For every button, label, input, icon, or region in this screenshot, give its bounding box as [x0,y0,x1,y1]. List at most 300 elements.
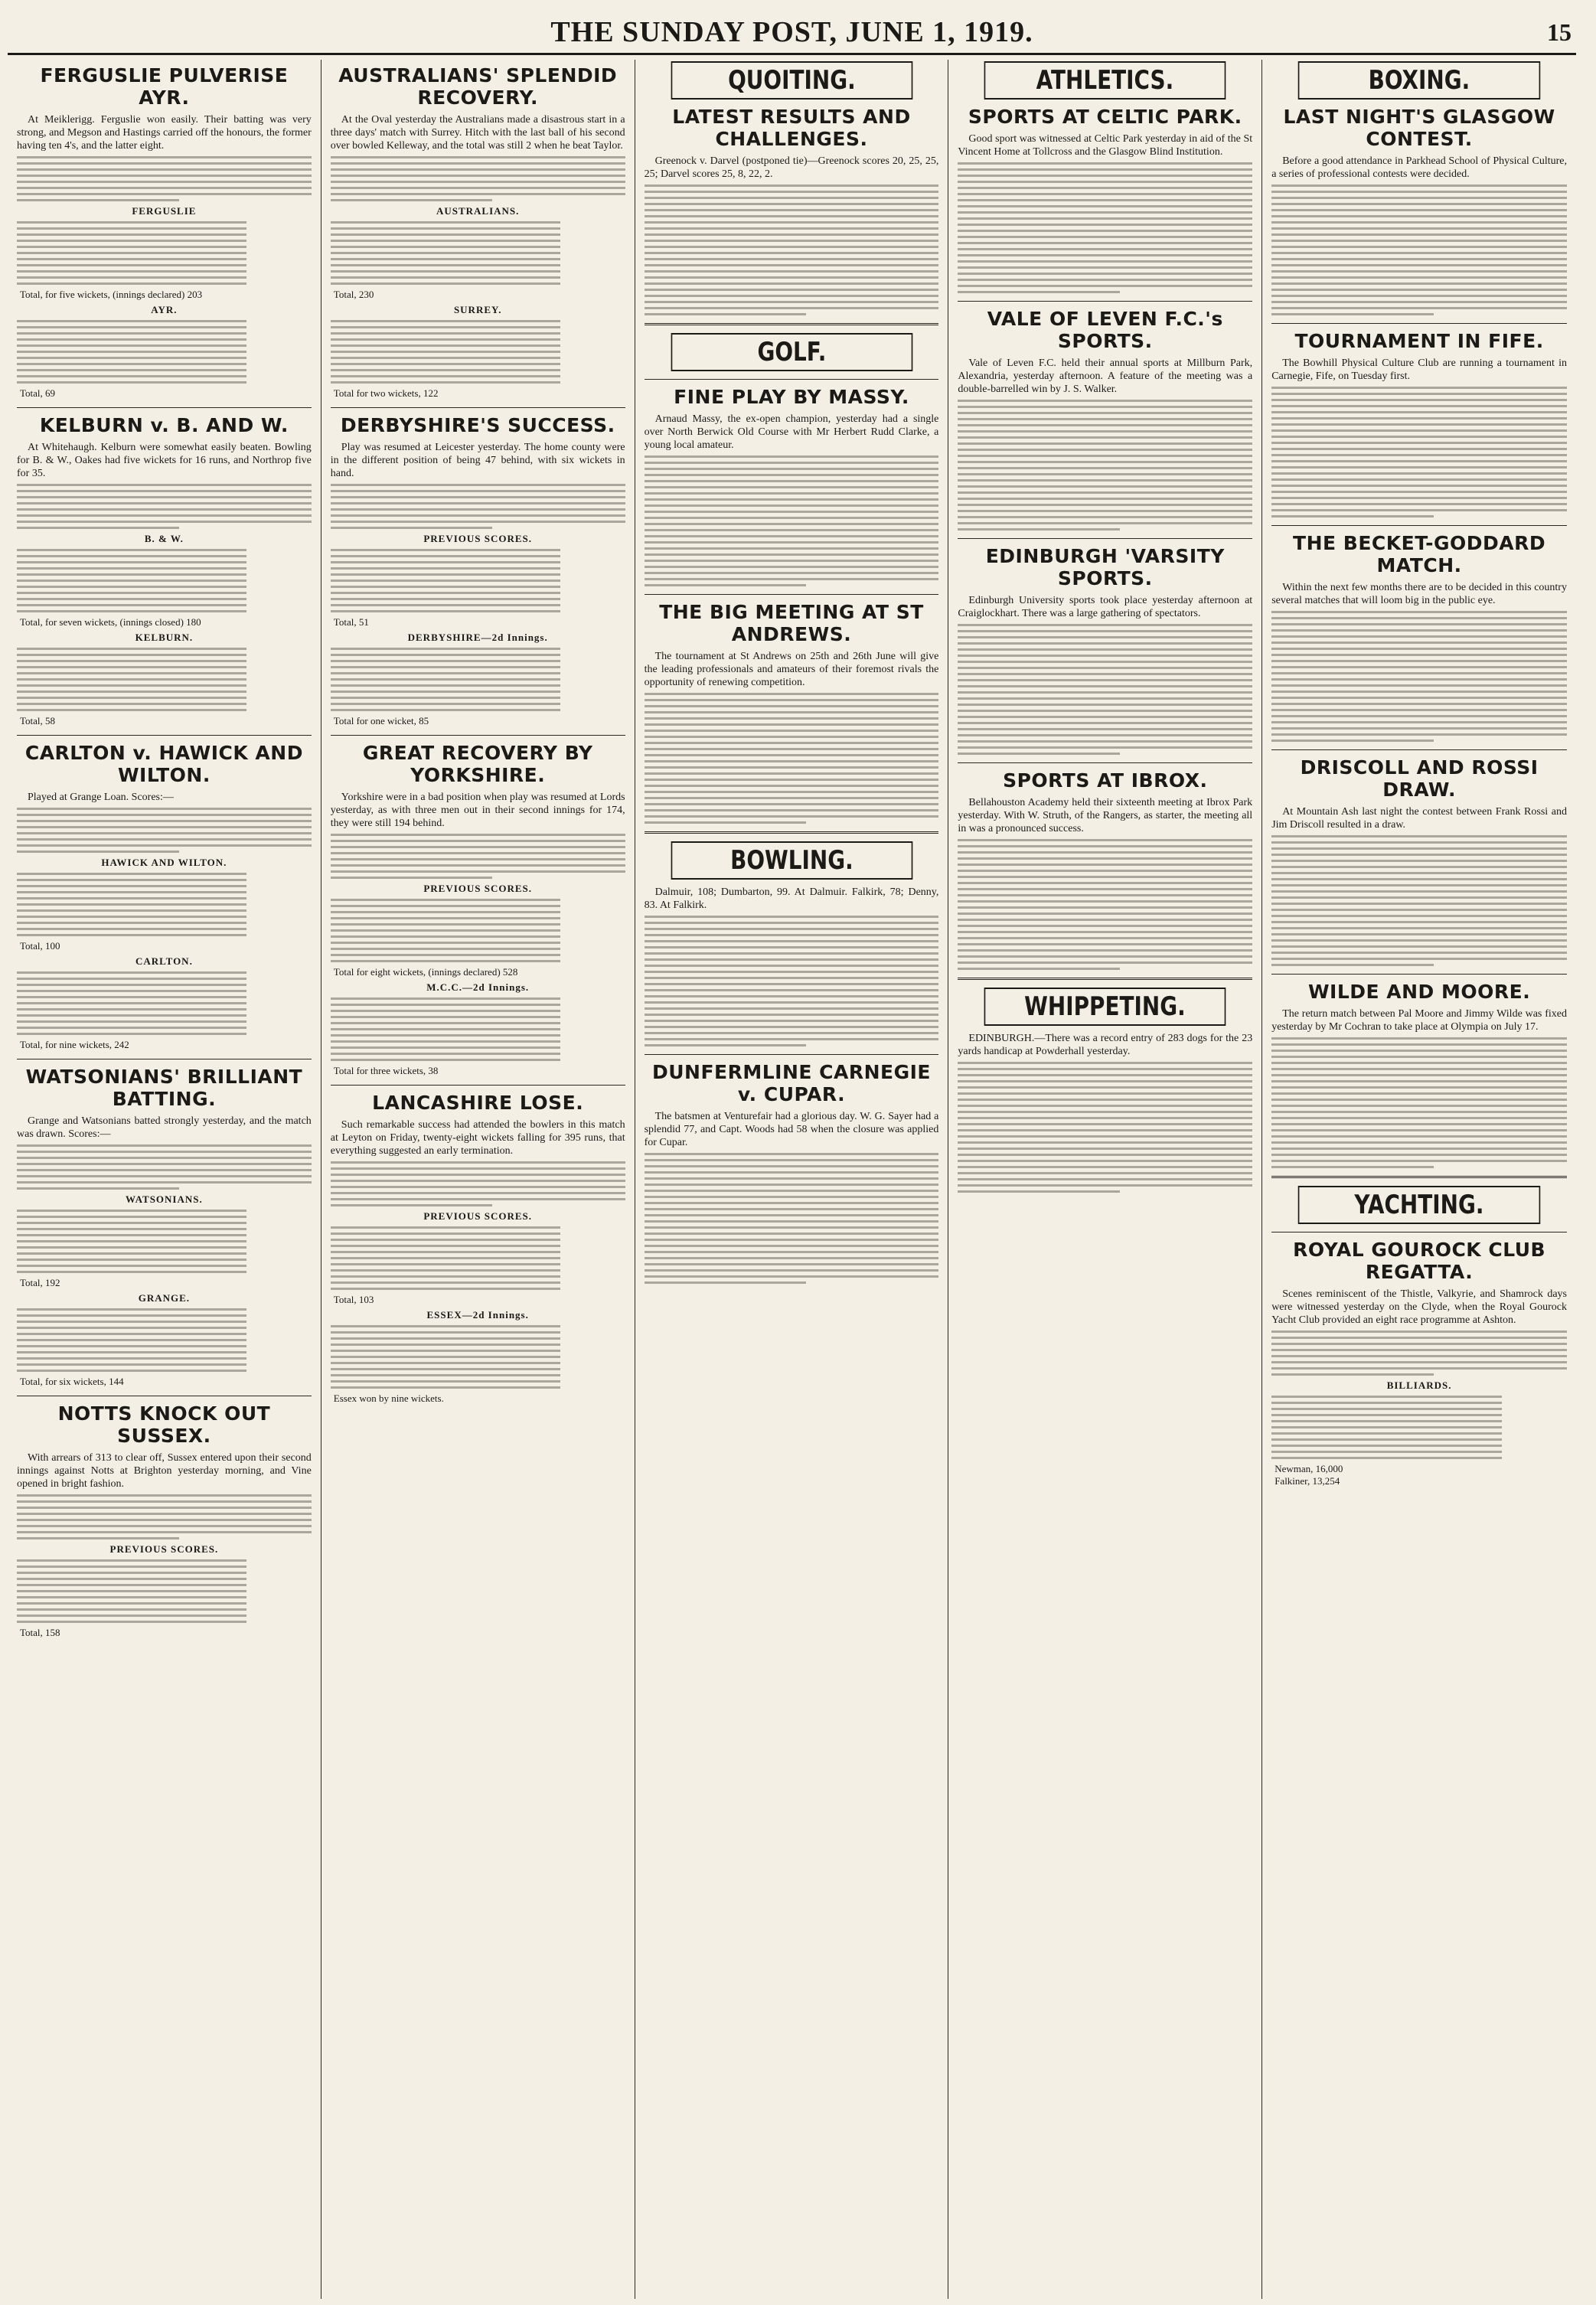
score-line [17,1584,246,1586]
score-line [17,984,246,986]
score-line [17,567,246,570]
scorecard-lines [331,899,625,962]
score-line [17,1033,246,1035]
text-line [645,295,939,297]
text-line [1271,654,1567,656]
score-total-text: Total, 100 [20,940,60,952]
headline: CARLTON v. HAWICK AND WILTON. [24,742,303,786]
score-line [17,678,246,681]
article-text-block [958,162,1252,293]
text-line [645,289,939,291]
divider [17,407,312,408]
article [645,379,939,586]
text-line [958,1166,1252,1168]
score-line [331,1034,560,1037]
text-line [17,1163,312,1165]
text-line [645,1026,939,1028]
score-line [17,1308,246,1311]
score-line [331,960,560,962]
text-line [958,273,1252,275]
score-line [331,227,560,230]
text-line [645,233,939,236]
text-line [645,958,939,961]
text-line [958,710,1252,712]
text-line [958,1117,1252,1119]
divider [1271,323,1567,324]
text-line [17,193,312,195]
score-line [331,1331,560,1334]
text-line [645,1014,939,1016]
score-line [331,246,560,248]
scorecard-lines [331,549,625,612]
article-text-block [645,916,939,1046]
text-line [17,808,312,810]
text-line [958,691,1252,694]
text-line [645,480,939,482]
score-line [331,1245,560,1247]
score-line [17,922,246,924]
score-total [331,387,625,400]
text-line [1271,964,1434,966]
score-line [331,697,560,699]
article-lead: The return match between Pal Moore and Jimmy Wilde was fixed yesterday by Mr Cochran to take place at Olympia on July 17. [1271,1008,1567,1033]
score-line [331,929,560,932]
score-line [331,899,560,901]
score-line [17,1370,246,1372]
text-line [645,584,807,586]
text-line [645,1032,939,1034]
headline: WATSONIANS' BRILLIANT BATTING. [25,1066,303,1110]
article-lead: Greenock v. Darvel (postponed tie)—Greenock scores 20, 25, 25, 25; Darvel scores 25, 8, 22, 2. [644,155,939,180]
score-line [17,344,246,347]
text-line [645,1001,939,1004]
text-line [958,436,1252,439]
text-line [645,462,939,464]
text-line [958,1178,1252,1180]
text-line [1271,635,1567,638]
score-line [17,1210,246,1212]
text-line [17,484,312,486]
text-line [331,1204,493,1206]
score-line [331,1380,560,1383]
text-line [1271,289,1567,291]
score-line [17,1314,246,1317]
text-line [645,934,939,936]
text-line [1271,454,1567,456]
article [645,323,939,371]
text-line [958,485,1252,488]
text-line [645,282,939,285]
text-line [1271,1068,1567,1070]
text-line [1271,660,1567,662]
text-line [958,1135,1252,1138]
article-lead: Before a good attendance in Parkhead School of Physical Culture, a series of professional contests were decided. [1271,155,1567,180]
text-line [645,535,939,537]
score-line [331,344,560,347]
article-text-block [331,156,625,201]
text-line [645,553,939,556]
score-line [17,1271,246,1273]
text-line [958,242,1252,244]
score-line [17,666,246,668]
text-line [331,199,493,201]
text-line [645,541,939,544]
text-line [1271,307,1567,309]
text-line [1271,301,1567,303]
text-line [958,857,1252,860]
text-line [645,1202,939,1204]
text-line [1271,1111,1567,1113]
score-line [17,1002,246,1004]
text-line [17,1169,312,1171]
text-line [958,498,1252,500]
score-line [1271,1445,1502,1447]
score-line [17,357,246,359]
divider [1271,1176,1567,1178]
score-line [1271,1451,1502,1453]
score-line [17,1621,246,1623]
score-line [331,549,560,551]
text-line [1271,642,1567,644]
text-line [645,803,939,805]
score-line [17,691,246,693]
text-line [958,624,1252,626]
text-line [17,1500,312,1503]
text-line [1271,436,1567,438]
text-line [645,184,939,187]
text-line [958,1184,1252,1187]
score-total [17,1039,312,1051]
scorecard-lines [17,320,312,384]
text-line [1271,1330,1567,1333]
text-line [958,894,1252,896]
text-line [331,521,625,523]
text-line [958,406,1252,408]
text-line [1271,442,1567,444]
score-line [17,1578,246,1580]
score-total [331,1392,625,1405]
text-line [17,820,312,822]
article [331,407,625,727]
score-line [331,997,560,1000]
score-line [331,684,560,687]
text-line [1271,1141,1567,1144]
text-line [958,473,1252,475]
text-line [1271,860,1567,862]
text-line [958,168,1252,171]
score-line [331,935,560,938]
text-line [958,187,1252,189]
scorecard-lines [331,997,625,1061]
article-text-block [645,455,939,586]
text-line [1271,1062,1567,1064]
divider [1271,749,1567,750]
article [17,407,312,727]
score-total-text: Total for one wicket, 85 [333,715,429,726]
text-line [1271,1123,1567,1125]
text-line [958,673,1252,675]
score-line [331,580,560,582]
score-line [331,381,560,384]
text-line [645,699,939,701]
text-line [1271,233,1567,236]
article-lead: The tournament at St Andrews on 25th and 26th June will give the leading professionals and amateurs of their foremost rivals the opportunity of renewing competition. [644,651,939,688]
text-line [331,175,625,177]
text-line [645,705,939,707]
text-line [958,266,1252,269]
text-line [645,517,939,519]
text-line [645,1263,939,1265]
text-line [1271,1154,1567,1156]
score-line [331,332,560,335]
score-line [331,221,560,224]
score-line [17,586,246,588]
text-line [645,1275,939,1278]
text-line [645,1245,939,1247]
text-line [1271,727,1567,730]
text-line [645,723,939,726]
text-line [1271,909,1567,911]
text-line [645,258,939,260]
score-line [17,654,246,656]
text-line [645,693,939,695]
text-line [645,1257,939,1259]
score-line [17,1265,246,1267]
text-line [1271,240,1567,242]
text-line [958,1190,1120,1193]
article-text-block [645,184,939,315]
article-lead: At Mountain Ash last night the contest between Frank Rossi and Jim Driscoll resulted in a draw. [1271,806,1567,831]
text-line [645,492,939,495]
text-line [645,486,939,488]
scorecard-heading: AYR. [151,304,178,315]
text-line [1271,405,1567,407]
text-line [1271,691,1567,693]
score-line [17,332,246,335]
score-line [331,1010,560,1012]
score-line [17,561,246,563]
text-line [331,193,625,195]
score-line [331,923,560,926]
text-line [958,285,1252,287]
text-line [1271,872,1567,874]
text-line [645,191,939,193]
score-line [331,598,560,600]
article-lead: Arnaud Massy, the ex-open champion, yesterday had a single over North Berwick Old Course with Mr Herbert Rudd Clarke, a young local amateur. [644,413,939,451]
text-line [17,187,312,189]
score-line [17,978,246,980]
score-line [331,1251,560,1253]
score-line [17,375,246,377]
text-line [1271,417,1567,420]
score-line [331,240,560,242]
score-line [331,1053,560,1055]
score-line [331,375,560,377]
text-line [331,858,625,860]
text-line [958,181,1252,183]
scorecard-lines [17,549,312,612]
text-line [1271,423,1567,426]
text-line [1271,252,1567,254]
article-text-block [17,484,312,529]
headline: GREAT RECOVERY BY YORKSHIRE. [362,742,593,786]
score-line [17,909,246,912]
scorecard-lines [17,1210,312,1273]
text-line [958,906,1252,909]
text-line [1271,915,1567,917]
article [958,762,1252,970]
article [958,538,1252,755]
score-line [331,1362,560,1364]
scorecard-lines [331,1226,625,1290]
divider [645,594,939,595]
score-line [331,672,560,674]
score-line [17,1014,246,1017]
scorecard-lines [331,1325,625,1389]
text-line [1271,733,1567,736]
text-line [958,162,1252,165]
score-line [331,592,560,594]
score-line [331,1028,560,1030]
text-line [1271,472,1567,475]
text-line [645,754,939,756]
score-total [331,289,625,301]
score-total [17,1277,312,1289]
score-line [331,1269,560,1272]
text-line [1271,739,1434,742]
text-line [645,1208,939,1210]
divider [958,538,1252,539]
score-line [331,276,560,279]
article [645,831,939,1046]
article-text-block [1271,611,1567,742]
score-total-text: Total, 58 [20,715,56,726]
headline: THE BECKET-GODDARD MATCH. [1293,532,1546,576]
score-line [17,1027,246,1029]
scorecard-heading: HAWICK AND WILTON. [101,857,227,868]
text-line [1271,1166,1434,1168]
text-line [958,449,1252,451]
text-line [1271,1367,1567,1370]
text-line [645,791,939,793]
text-line [958,1154,1252,1156]
score-line [17,320,246,322]
column-5 [1262,60,1576,2299]
scorecard-lines [17,648,312,711]
text-line [958,510,1252,512]
score-line [17,1559,246,1562]
text-line [645,1171,939,1174]
score-total-text: Total, 103 [333,1294,374,1305]
divider [1271,974,1567,975]
score-total-text: Newman, 16,000 [1275,1463,1343,1474]
score-line [331,911,560,913]
text-line [958,636,1252,638]
text-line [645,240,939,242]
score-total-text: Total, for seven wickets, (innings closed) 180 [20,616,201,628]
text-line [331,484,625,486]
divider [1271,525,1567,526]
headline: VALE OF LEVEN F.C.'s SPORTS. [987,308,1223,352]
text-line [645,221,939,224]
score-line [17,1008,246,1010]
text-line [17,1519,312,1521]
article-text-block [958,1062,1252,1193]
article-lead: Within the next few months there are to be decided in this country several matches that will loom big in the public eye. [1271,582,1567,606]
text-line [1271,1148,1567,1150]
score-line [331,1386,560,1389]
score-line [331,320,560,322]
text-line [1271,295,1567,297]
text-line [1271,203,1567,205]
score-line [17,549,246,551]
column-2 [321,60,635,2299]
score-line [17,703,246,705]
text-line [17,1187,179,1190]
score-line [331,252,560,254]
score-line [331,573,560,576]
text-line [645,1038,939,1040]
text-line [1271,460,1567,462]
article-lead: At Meiklerigg. Ferguslie won easily. Their batting was very strong, and Megson and Hastings carried off the honours, the former having ten 4's, and the latter eight. [17,114,312,152]
score-line [331,1046,560,1049]
scorecard-heading: PREVIOUS SCORES. [423,533,533,544]
text-line [331,187,625,189]
score-total [331,715,625,727]
score-total-text: Total, 51 [333,616,369,628]
section-heading: YACHTING. [1298,1186,1540,1224]
text-line [958,279,1252,281]
score-line [331,351,560,353]
text-line [331,1186,625,1188]
text-line [645,301,939,303]
text-line [958,205,1252,207]
text-line [645,1226,939,1229]
text-line [17,1537,179,1539]
score-line [17,996,246,998]
text-line [958,913,1252,915]
text-line [958,679,1252,681]
text-line [1271,617,1567,619]
text-line [1271,1337,1567,1339]
text-line [958,291,1120,293]
score-line [331,1257,560,1259]
text-line [645,1007,939,1010]
text-line [645,797,939,799]
scorecard-heading: B. & W. [144,533,184,544]
score-line [331,338,560,341]
text-line [331,1161,625,1164]
score-total-text: Total, for six wickets, 144 [20,1376,124,1387]
text-line [958,193,1252,195]
score-total-text: Falkiner, 13,254 [1275,1475,1340,1487]
text-line [331,1174,625,1176]
text-line [1271,841,1567,844]
article [17,735,312,1051]
score-line [17,592,246,594]
text-line [1271,623,1567,625]
text-line [1271,313,1434,315]
text-line [1271,197,1567,199]
text-line [645,1044,807,1046]
score-total [1271,1475,1567,1487]
text-line [958,175,1252,177]
text-line [645,209,939,211]
text-line [17,1151,312,1153]
article [331,64,625,400]
score-line [17,1357,246,1360]
text-line [958,876,1252,878]
